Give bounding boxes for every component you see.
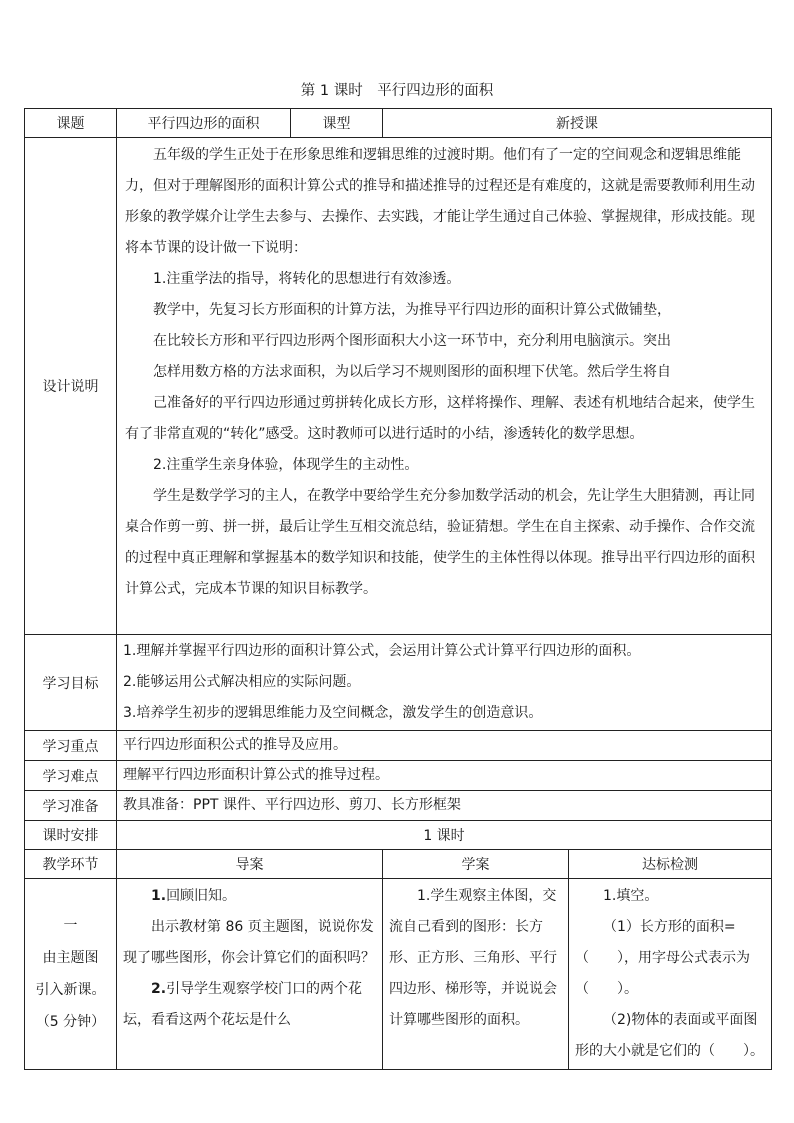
guide-paragraph bbox=[123, 881, 376, 912]
schedule-label: 课时安排 bbox=[25, 821, 117, 850]
goals-content bbox=[117, 635, 772, 731]
guide-number: 1. bbox=[151, 888, 167, 904]
guide-text: 引导学生观察学校门口的两个花坛，看看这两个花坛是什么 bbox=[123, 981, 363, 1028]
preparation-row bbox=[25, 791, 772, 821]
goals-row bbox=[25, 635, 772, 731]
section-title-line: 引入新课。 bbox=[35, 982, 106, 998]
design-paragraph: 己准备好的平行四边形通过剪拼转化成长方形，这样将操作、理解、表述有机地结合起来，使学生有了非常直观的“转化”感受。这时教师可以进行适时的小结，渗透转化的数学思想。 bbox=[125, 395, 755, 442]
design-paragraph: 学生是数学学习的主人，在教学中要给学生充分参加数学活动的机会，先让学生大胆猜测，再让同桌合作剪一剪、拼一拼，最后让学生互相交流总结，验证猜想。学生在自主探索、动手操作、合作交流的过程中真正理解和掌握基本的数学知识和技能，使学生的主体性得以体现。推导出平行四边形的面积计算公式，完成本节课的知识目标教学。 bbox=[125, 488, 755, 597]
study-paragraph: 1.学生观察主体图，交流自己看到的图形：长方形、正方形、三角形、平行四边形、梯形等，并说说会计算哪些图形的面积。 bbox=[389, 888, 557, 1028]
study-content bbox=[383, 879, 569, 1070]
design-paragraph: 1.注重学法的指导，将转化的思想进行有效渗透。 bbox=[153, 271, 461, 287]
check-paragraph: （2)物体的表面或平面图形的大小就是它们的（ ）。 bbox=[575, 1012, 764, 1059]
design-paragraph: 怎样用数方格的方法求面积，为以后学习不规则图形的面积埋下伏笔。然后学生将自 bbox=[153, 364, 671, 380]
section-label bbox=[25, 879, 117, 1070]
section-title-line: 由主题图 bbox=[42, 950, 99, 966]
column-guide: 导案 bbox=[117, 850, 383, 879]
column-stage: 教学环节 bbox=[25, 850, 117, 879]
design-row bbox=[25, 138, 772, 635]
column-study: 学案 bbox=[383, 850, 569, 879]
schedule-value: 1 课时 bbox=[117, 821, 772, 850]
section-duration: （5 分钟） bbox=[35, 1014, 106, 1030]
column-check: 达标检测 bbox=[569, 850, 772, 879]
design-paragraph: 2.注重学生亲身体验，体现学生的主动性。 bbox=[153, 457, 419, 473]
goal-item: 3.培养学生初步的逻辑思维能力及空间概念，激发学生的创造意识。 bbox=[123, 705, 543, 721]
header-row bbox=[25, 109, 772, 138]
check-content bbox=[569, 879, 772, 1070]
guide-paragraph: 出示教材第 86 页主题图，说说你发现了哪些图形，你会计算它们的面积吗？ bbox=[123, 919, 375, 966]
preparation-label: 学习准备 bbox=[25, 791, 117, 821]
design-paragraph: 在比较长方形和平行四边形两个图形面积大小这一环节中，充分利用电脑演示。突出 bbox=[153, 333, 671, 349]
type-label: 课型 bbox=[291, 109, 383, 138]
goal-item: 1.理解并掌握平行四边形的面积计算公式，会运用计算公式计算平行四边形的面积。 bbox=[123, 643, 641, 659]
check-paragraph: （ ）。 bbox=[575, 981, 638, 997]
design-content bbox=[117, 138, 772, 635]
guide-number: 2. bbox=[151, 981, 167, 997]
schedule-row bbox=[25, 821, 772, 850]
key-point-label: 学习重点 bbox=[25, 731, 117, 761]
topic-value: 平行四边形的面积 bbox=[117, 109, 291, 138]
check-paragraph: （ ），用字母公式表示为 bbox=[575, 950, 750, 966]
check-paragraph: （1）长方形的面积= bbox=[603, 919, 736, 935]
page-title: 第 1 课时 平行四边形的面积 bbox=[300, 83, 494, 99]
section-number: 一 bbox=[63, 918, 78, 934]
lesson-plan-table bbox=[24, 108, 772, 1070]
difficulty-value: 理解平行四边形面积计算公式的推导过程。 bbox=[117, 761, 772, 791]
type-value: 新授课 bbox=[383, 109, 772, 138]
difficulty-row bbox=[25, 761, 772, 791]
difficulty-label: 学习难点 bbox=[25, 761, 117, 791]
design-label: 设计说明 bbox=[25, 138, 117, 635]
key-point-value: 平行四边形面积公式的推导及应用。 bbox=[117, 731, 772, 761]
goal-item: 2.能够运用公式解决相应的实际问题。 bbox=[123, 674, 361, 690]
key-point-row bbox=[25, 731, 772, 761]
guide-content bbox=[117, 879, 383, 1070]
guide-text: 回顾旧知。 bbox=[166, 888, 237, 904]
preparation-value: 教具准备：PPT 课件、平行四边形、剪刀、长方形框架 bbox=[117, 791, 772, 821]
guide-paragraph bbox=[123, 974, 376, 1036]
design-paragraph: 教学中，先复习长方形面积的计算方法，为推导平行四边形的面积计算公式做铺垫， bbox=[153, 302, 671, 318]
columns-header-row bbox=[25, 850, 772, 879]
section-row bbox=[25, 879, 772, 1070]
check-paragraph: 1.填空。 bbox=[603, 888, 659, 904]
topic-label: 课题 bbox=[25, 109, 117, 138]
design-paragraph: 五年级的学生正处于在形象思维和逻辑思维的过渡时期。他们有了一定的空间观念和逻辑思维能力，但对于理解图形的面积计算公式的推导和描述推导的过程还是有难度的，这就是需要教师利用生动形象的教学媒介让学生去参与、去操作、去实践，才能让学生通过自己体验、掌握规律，形成技能。现将本节课的设计做一下说明： bbox=[125, 147, 755, 256]
goals-label: 学习目标 bbox=[25, 635, 117, 731]
